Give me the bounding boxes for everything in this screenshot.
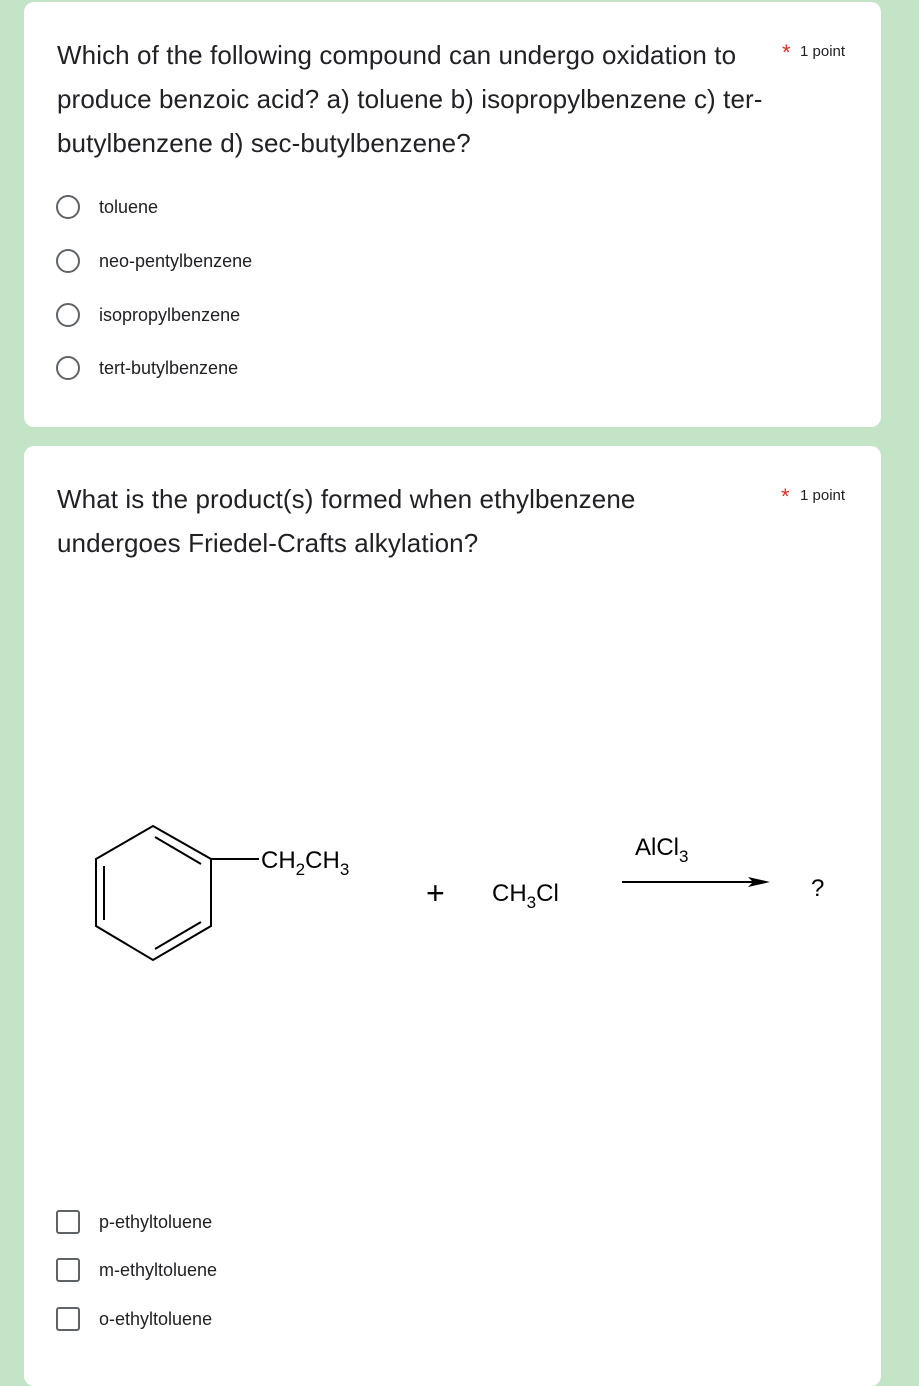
question-card-1	[24, 2, 881, 427]
points-label: 1 point	[800, 43, 846, 60]
plus-sign: +	[426, 875, 445, 911]
reagent-label: $CH_3Cl$	[492, 880, 559, 912]
radio-option-tert-butylbenzene[interactable]	[56, 353, 238, 383]
checkbox-option-m-ethyltoluene[interactable]	[56, 1255, 217, 1285]
reaction-scheme-image	[84, 806, 844, 986]
radio-button[interactable]	[56, 195, 80, 219]
required-asterisk: *	[782, 40, 791, 65]
checkbox[interactable]	[56, 1258, 80, 1282]
option-label: p-ethyltoluene	[99, 1212, 213, 1232]
required-asterisk: *	[781, 484, 790, 509]
option-label: o-ethyltoluene	[99, 1309, 213, 1329]
question-title: What is the product(s) formed when ethylbenzene undergoes Friedel-Crafts alkylation?	[57, 484, 636, 558]
catalyst-label: AlCl$_3$	[635, 834, 689, 866]
option-label: toluene	[99, 197, 159, 217]
product-question-mark: ?	[811, 875, 825, 902]
radio-option-isopropylbenzene[interactable]	[56, 300, 240, 330]
question-card-2	[24, 446, 881, 1386]
benzene-ring	[96, 826, 259, 960]
option-label: tert-butylbenzene	[99, 358, 239, 378]
checkbox-option-p-ethyltoluene[interactable]	[56, 1207, 212, 1237]
points-label: 1 point	[800, 487, 846, 504]
option-label: isopropylbenzene	[99, 305, 241, 325]
checkbox[interactable]	[56, 1307, 80, 1331]
radio-button[interactable]	[56, 249, 80, 273]
ethyl-group-label: $CH_2CH_3$	[261, 847, 350, 879]
checkbox-option-o-ethyltoluene[interactable]	[56, 1304, 212, 1334]
reaction-arrow	[622, 877, 770, 887]
checkbox[interactable]	[56, 1210, 80, 1234]
option-label: m-ethyltoluene	[99, 1260, 218, 1280]
radio-button[interactable]	[56, 303, 80, 327]
option-label: neo-pentylbenzene	[99, 251, 253, 271]
radio-option-toluene[interactable]	[56, 192, 158, 222]
question-title: Which of the following compound can undergo oxidation to produce benzoic acid? a) toluene b) isopropylbenzene c) ter-butylbenzene d) sec-butylbenzene?	[57, 40, 763, 158]
radio-button[interactable]	[56, 356, 80, 380]
radio-option-neo-pentylbenzene[interactable]	[56, 246, 252, 276]
